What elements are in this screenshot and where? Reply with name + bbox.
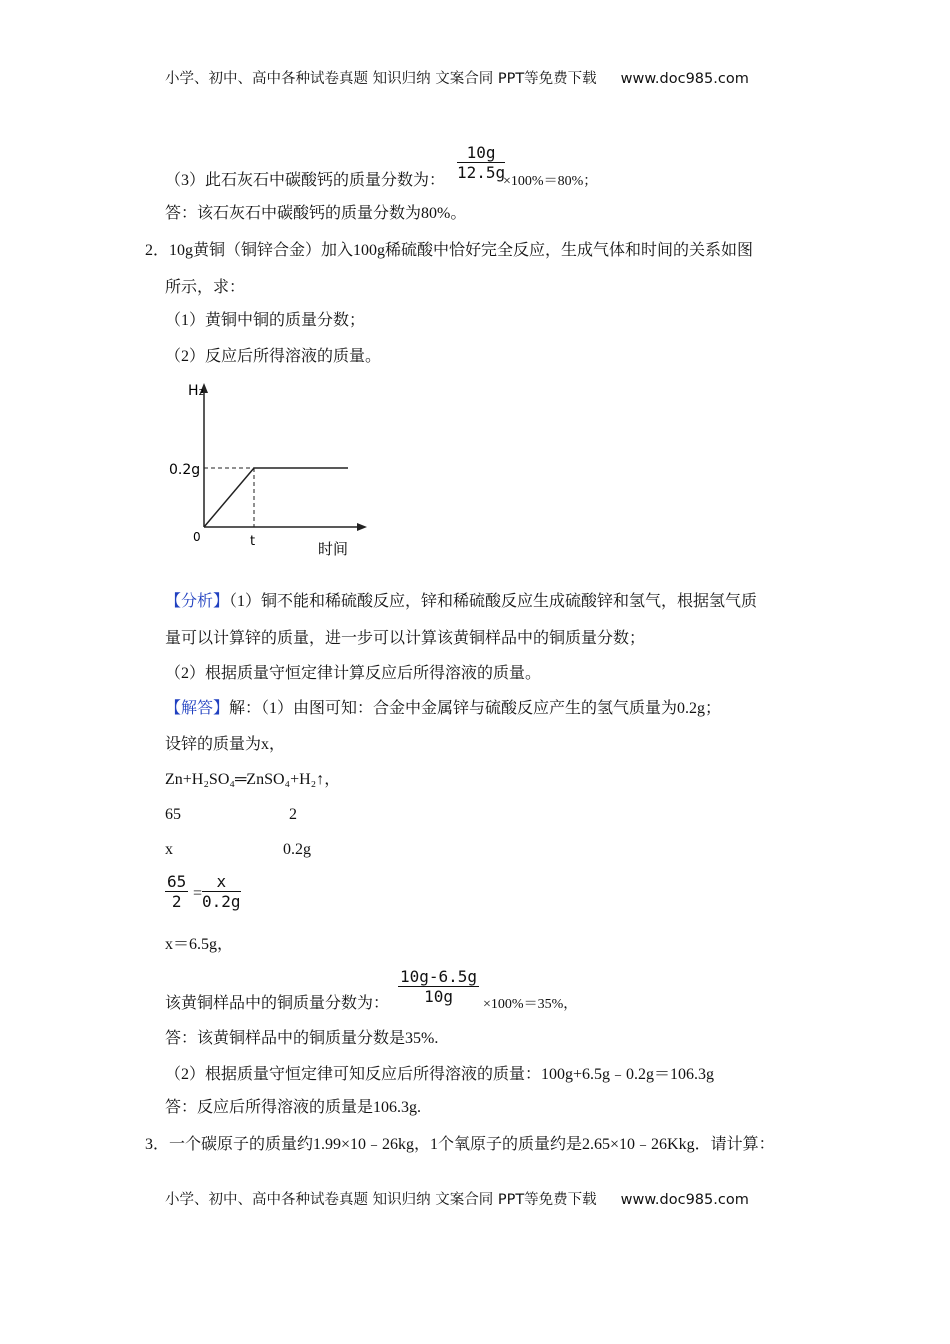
ratio-65: 65	[165, 806, 181, 823]
numerator: 65	[167, 872, 187, 891]
analysis-tag: 【分析】	[165, 593, 230, 610]
analysis-line3: （2）根据质量守恒定律计算反应后所得溶液的质量。	[165, 665, 542, 682]
numerator: x	[202, 872, 241, 892]
header-text: 小学、初中、高中各种试卷真题 知识归纳 文案合同 PPT等免费下载	[165, 71, 597, 87]
question-2-sub1: （1）黄铜中铜的质量分数；	[165, 312, 366, 329]
page-footer	[165, 1190, 749, 1210]
analysis-line2: 量可以计算锌的质量，进一步可以计算该黄铜样品中的铜质量分数；	[165, 630, 646, 647]
y-label: H₂	[188, 383, 205, 399]
denominator: 2	[171, 892, 182, 911]
numerator: 10g-6.5g	[400, 967, 478, 986]
hydrogen-time-graph	[160, 375, 380, 565]
denominator: 10g	[424, 987, 453, 1006]
fraction-65-2	[165, 872, 188, 911]
answer-solution-mass: 答：反应后所得溶液的质量是106.3g.	[165, 1099, 422, 1116]
analysis-line1	[165, 592, 757, 612]
solution-line2: 设锌的质量为x，	[165, 736, 286, 753]
answer-cu: 答：该黄铜样品中的铜质量分数是35%.	[165, 1030, 439, 1047]
x-arrow-icon	[357, 523, 367, 531]
numerator: 10g	[457, 143, 505, 163]
solution-tag: 【解答】	[165, 700, 230, 717]
fraction-x-0-2g	[202, 872, 241, 911]
solution-part2: （2）根据质量守恒定律可知反应后所得溶液的质量：100g+6.5g﹣0.2g＝106.3g	[165, 1066, 715, 1083]
ratio-x: x	[165, 841, 173, 858]
part3-line	[165, 171, 597, 192]
h2-curve	[204, 468, 348, 527]
equals-sign: =	[193, 885, 203, 902]
origin-label: 0	[193, 530, 201, 544]
analysis-text: （1）铜不能和稀硫酸反应，锌和稀硫酸反应生成硫酸锌和氢气，根据氢气质	[229, 593, 758, 610]
part3-text: （3）此石灰石中碳酸钙的质量分数为：	[165, 172, 446, 189]
x-result: x＝6.5g，	[165, 936, 234, 953]
footer-site: www.doc985.com	[620, 1192, 749, 1208]
footer-text: 小学、初中、高中各种试卷真题 知识归纳 文案合同 PPT等免费下载	[165, 1192, 597, 1208]
part3-tail: ×100%＝80%；	[503, 174, 598, 189]
cu-line	[165, 994, 577, 1015]
denominator: 0.2g	[202, 892, 241, 911]
x-tick: t	[250, 534, 256, 549]
page-header	[165, 69, 749, 89]
question-3: 3．一个碳原子的质量约1.99×10﹣26kg，1个氧原子的质量约是2.65×10﹣26Kkg．请计算：	[145, 1136, 775, 1153]
question-2-sub2: （2）反应后所得溶液的质量。	[165, 348, 382, 365]
x-label: 时间	[318, 540, 349, 558]
question-2: 2．10g黄铜（铜锌合金）加入100g稀硫酸中恰好完全反应，生成气体和时间的关系如图	[145, 242, 754, 259]
ratio-0-2g: 0.2g	[283, 841, 311, 858]
solution-text: 解：（1）由图可知：合金中金属锌与硫酸反应产生的氢气质量为0.2g；	[229, 700, 722, 717]
solution-line1	[165, 699, 721, 719]
cu-tail: ×100%＝35%，	[483, 997, 578, 1012]
y-tick: 0.2g	[169, 462, 201, 478]
chemical-equation: Zn+H₂SO₄═ZnSO₄+H₂↑，	[165, 771, 341, 788]
cu-text: 该黄铜样品中的铜质量分数为：	[165, 995, 390, 1012]
ratio-2: 2	[289, 806, 297, 823]
question-2-cont: 所示，求：	[165, 279, 246, 296]
header-site: www.doc985.com	[620, 71, 749, 87]
denominator: 12.5g	[457, 163, 506, 182]
answer-1: 答：该石灰石中碳酸钙的质量分数为80%。	[165, 205, 467, 222]
